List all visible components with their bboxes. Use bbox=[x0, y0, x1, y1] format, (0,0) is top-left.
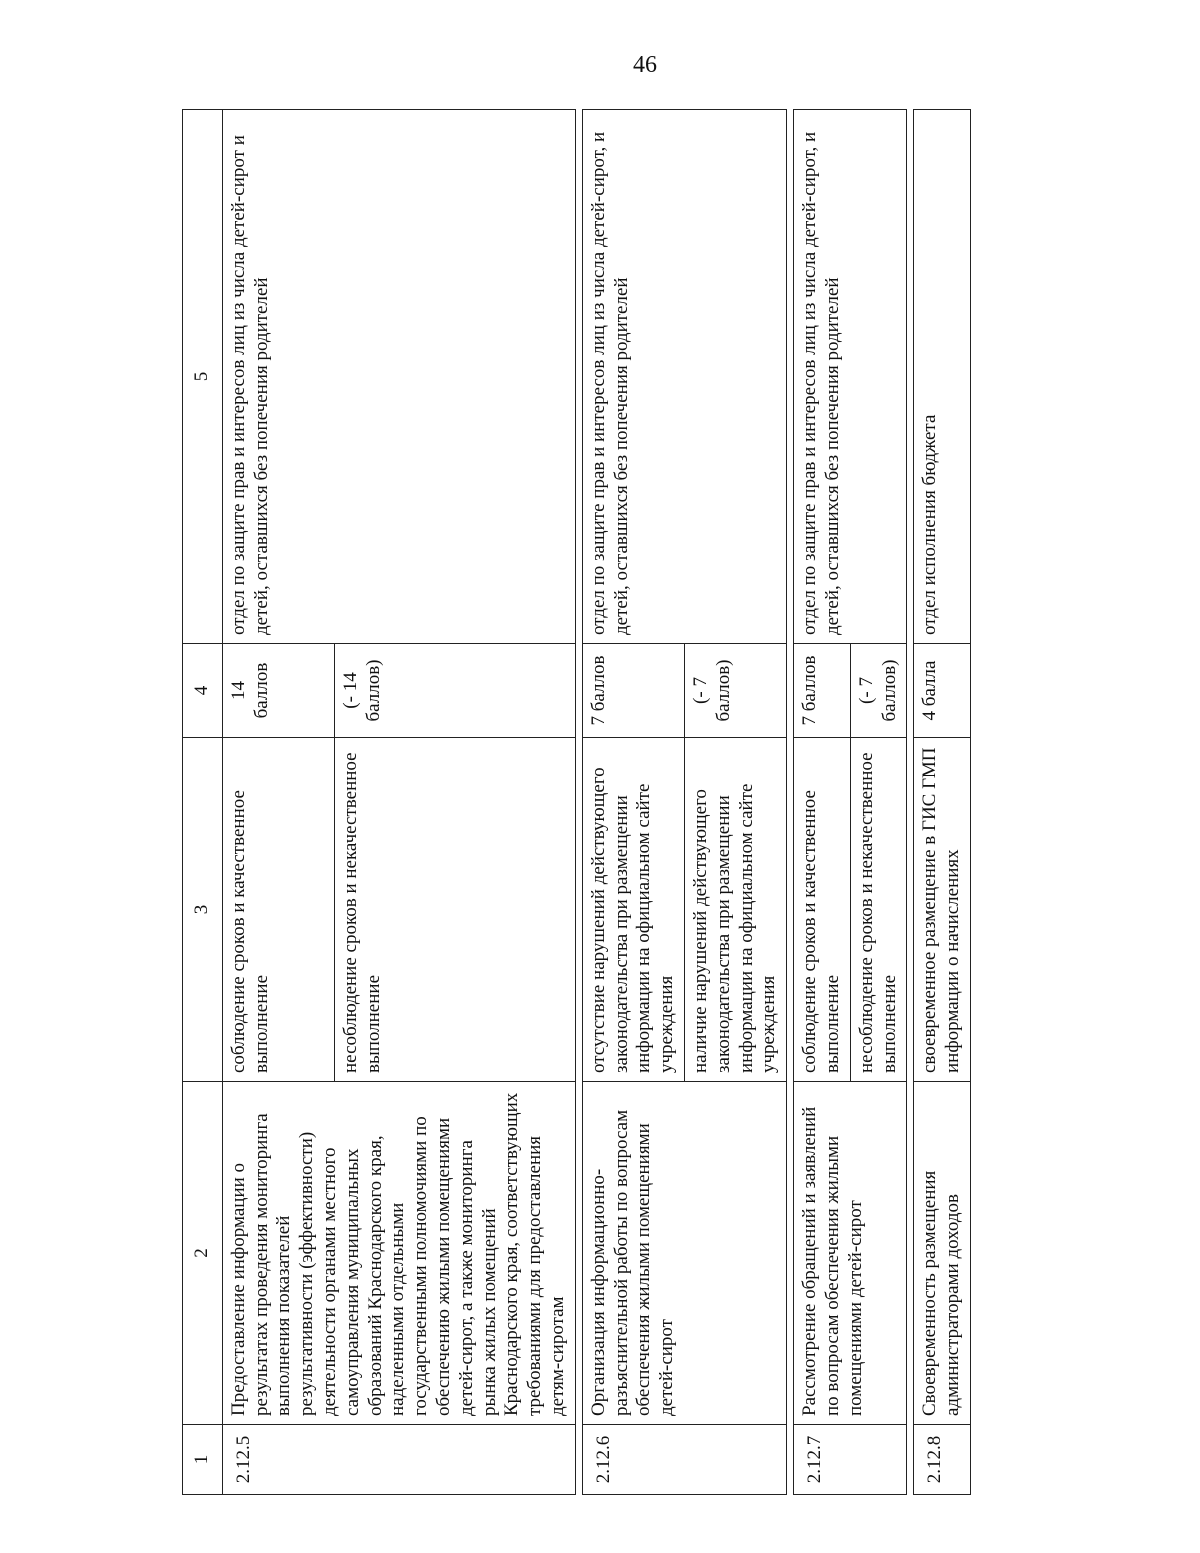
criterion-text: наличие нарушений действующего законодательства при размещении информации на официальном сайте учреждения bbox=[684, 738, 786, 1082]
criterion-points: 4 балла bbox=[914, 644, 971, 738]
criterion-points: (- 7 баллов) bbox=[684, 644, 786, 738]
criterion-text: своевременное размещение в ГИС ГМП информации о начислениях bbox=[914, 738, 971, 1082]
criterion-text: несоблюдение сроков и некачественное выполнение bbox=[334, 738, 575, 1082]
criterion-points: 14 баллов bbox=[222, 644, 334, 738]
row-number: 2.12.6 bbox=[582, 1425, 786, 1495]
row-number: 2.12.7 bbox=[794, 1425, 907, 1495]
criterion-text: отсутствие нарушений действующего законодательства при размещении информации на официальном сайте учреждения bbox=[582, 738, 684, 1082]
header-col-3: 3 bbox=[183, 738, 223, 1082]
header-col-5: 5 bbox=[183, 110, 223, 644]
criterion-points: 7 баллов bbox=[582, 644, 684, 738]
responsible-department: отдел по защите прав и интересов лиц из числа детей-сирот, и детей, оставшихся без попечения родителей bbox=[582, 110, 786, 644]
rotated-table-area bbox=[182, 110, 1030, 1495]
responsible-department: отдел по защите прав и интересов лиц из числа детей-сирот и детей, оставшихся без попечения родителей bbox=[222, 110, 575, 644]
row-description: Рассмотрение обращений и заявлений по вопросам обеспечения жилыми помещениями детей-сирот bbox=[794, 1082, 907, 1425]
responsible-department: отдел по защите прав и интересов лиц из числа детей-сирот, и детей, оставшихся без попечения родителей bbox=[794, 110, 907, 644]
criterion-points: 7 баллов bbox=[794, 644, 851, 738]
rotated-content bbox=[182, 110, 1030, 1495]
criterion-points: (- 7 баллов) bbox=[850, 644, 907, 738]
table-row bbox=[582, 110, 684, 1495]
table-row bbox=[794, 110, 851, 1495]
responsible-department: отдел исполнения бюджета bbox=[914, 110, 971, 644]
row-number: 2.12.5 bbox=[222, 1425, 575, 1495]
row-description: Своевременность размещения администраторами доходов bbox=[914, 1082, 971, 1425]
header-row bbox=[183, 110, 223, 1495]
row-number: 2.12.8 bbox=[914, 1425, 971, 1495]
header-col-4: 4 bbox=[183, 644, 223, 738]
row-separator bbox=[575, 110, 582, 1495]
row-separator bbox=[907, 110, 914, 1495]
table-row bbox=[222, 110, 334, 1495]
criterion-points: (- 14 баллов) bbox=[334, 644, 575, 738]
table-row bbox=[914, 110, 971, 1495]
header-col-2: 2 bbox=[183, 1082, 223, 1425]
row-separator bbox=[787, 110, 794, 1495]
criterion-text: несоблюдение сроков и некачественное выполнение bbox=[850, 738, 907, 1082]
criteria-table bbox=[182, 109, 971, 1495]
row-description: Предоставление информации о результатах проведения мониторинга выполнения показателей результативности (эффективности) деятельности органами местного самоуправления муниципальных образований Краснодарского края, наделенными отдельными государственными полномочиями по обеспечению жилыми помещениями детей-сирот, а также мониторинга рынка жилых помещений Краснодарского края, соответствующих требованиями для предоставления детям-сиротам bbox=[222, 1082, 575, 1425]
criterion-text: соблюдение сроков и качественное выполнение bbox=[222, 738, 334, 1082]
row-description: Организация информационно-разъяснительной работы по вопросам обеспечения жилыми помещениями детей-сирот bbox=[582, 1082, 786, 1425]
criterion-text: соблюдение сроков и качественное выполнение bbox=[794, 738, 851, 1082]
header-col-1: 1 bbox=[183, 1425, 223, 1495]
page-number: 46 bbox=[633, 52, 657, 78]
